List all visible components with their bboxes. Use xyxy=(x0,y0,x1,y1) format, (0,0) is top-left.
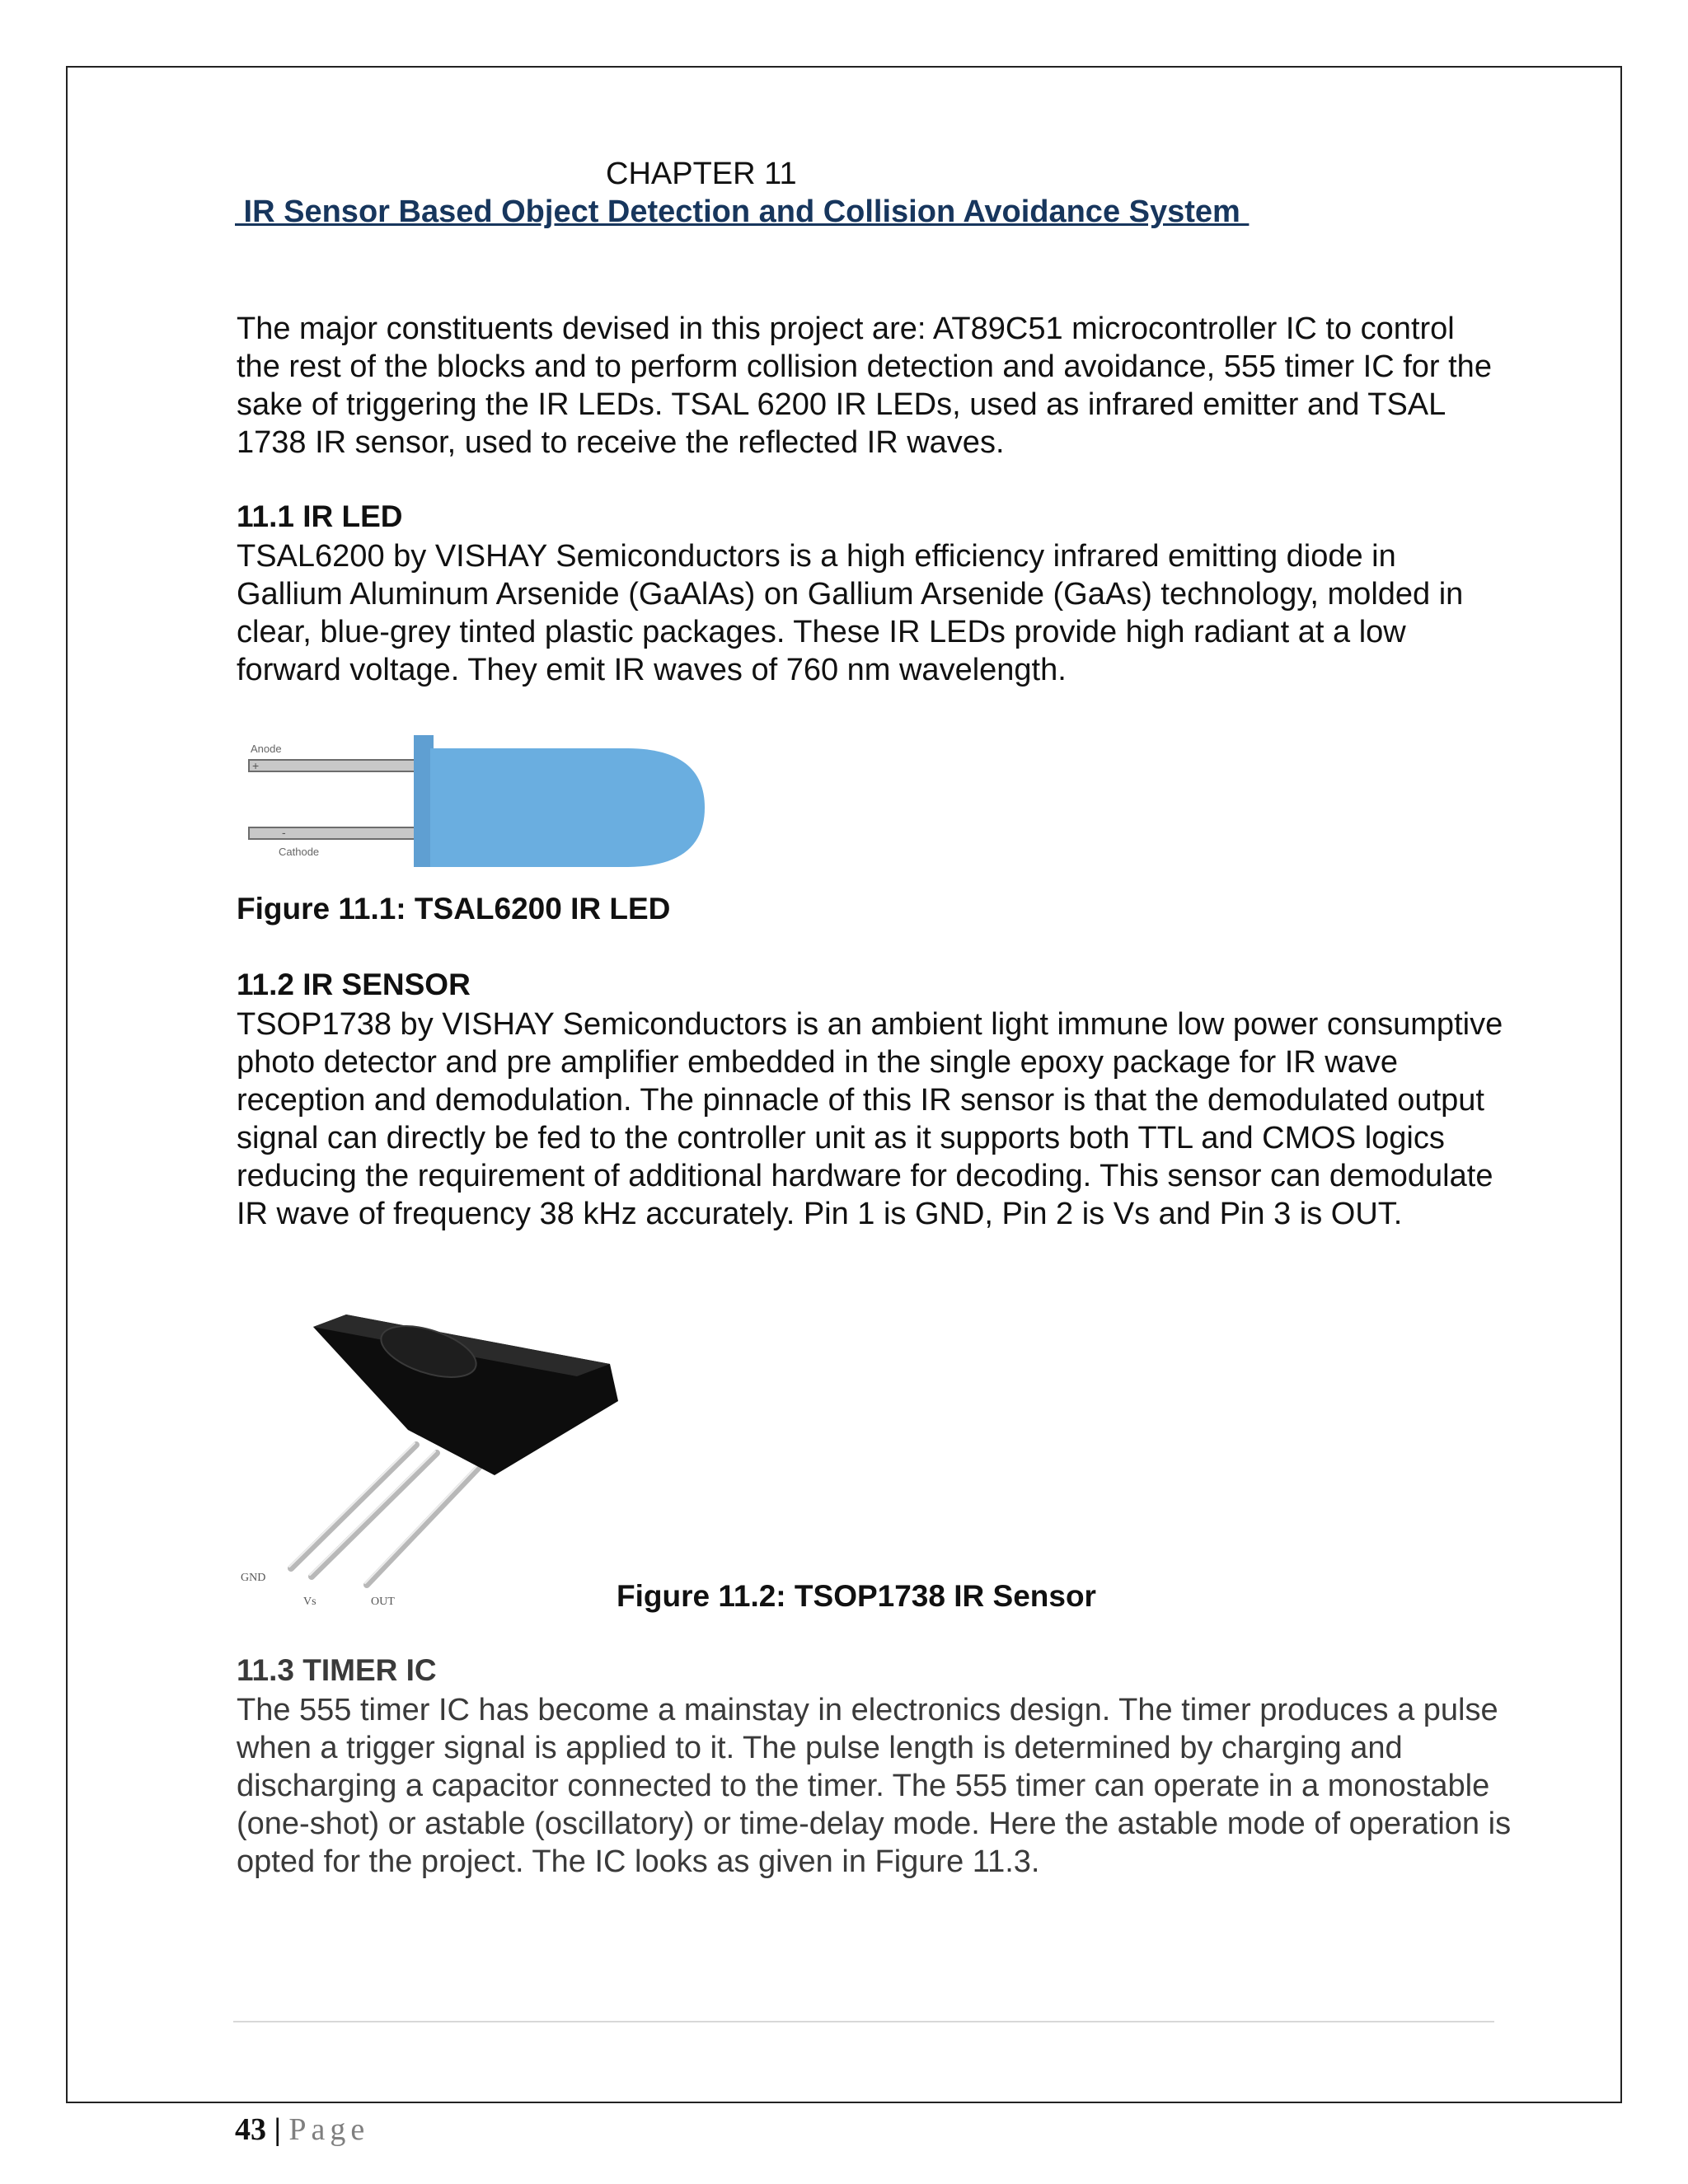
figure-11-2-caption: Figure 11.2: TSOP1738 IR Sensor xyxy=(617,1579,1096,1613)
section-body-timer-ic xyxy=(237,1691,1522,1881)
footer-divider xyxy=(233,2021,1494,2022)
sensor-pins xyxy=(291,1445,485,1585)
anode-lead xyxy=(249,760,424,771)
ir-sensor-text: TSOP1738 by VISHAY Semiconductors is an ambient light immune low power consumptive photo detector and pre amplifier embedded in the single epoxy package for IR wave reception and demodulation. The pinnacle of this IR sensor is that the demodulated output signal can directly be fed to the controller unit as it supports both TTL and CMOS logics reducing the requirement of additional hardware for decoding. This sensor can demodulate IR wave of frequency 38 kHz accurately. Pin 1 is GND, Pin 2 is Vs and Pin 3 is OUT. xyxy=(237,1007,1503,1231)
intro-text: The major constituents devised in this project are: AT89C51 microcontroller IC to control the rest of the blocks and to perform collision detection and avoidance, 555 timer IC for the sake of triggering the IR LEDs. TSAL 6200 IR LEDs, used as infrared emitter and TSAL 1738 IR sensor, used to receive the reflected IR waves. xyxy=(237,312,1492,460)
page-word: Page xyxy=(288,2112,370,2147)
section-heading-ir-sensor: 11.2 IR SENSOR xyxy=(237,968,471,1001)
section-body-ir-led xyxy=(237,537,1506,689)
timer-ic-text: The 555 timer IC has become a mainstay in electronics design. The timer produces a pulse when a trigger signal is applied to it. The pulse length is determined by charging and discharging a capacitor connected to the timer. The 555 timer can operate in a monostable (one-shot) or astable (oscillatory) or time-delay mode. Here the astable mode of operation is opted for the project. The IC looks as given in Figure 11.3. xyxy=(237,1693,1512,1879)
footer-separator: | xyxy=(274,2112,281,2147)
ir-led-text: TSAL6200 by VISHAY Semiconductors is a high efficiency infrared emitting diode in Gallium Aluminum Arsenide (GaAlAs) on Gallium Arsenide (GaAs) technology, molded in clear, blue-grey tinted plastic packages. These IR LEDs provide high radiant at a low forward voltage. They emit IR waves of 760 nm wavelength. xyxy=(237,539,1464,687)
anode-label: Anode xyxy=(251,743,282,755)
chapter-label: CHAPTER 11 xyxy=(606,157,797,191)
led-body xyxy=(430,748,705,867)
section-heading-ir-led: 11.1 IR LED xyxy=(237,499,403,533)
chapter-title: IR Sensor Based Object Detection and Collision Avoidance System xyxy=(235,194,1250,229)
pin-out-label: OUT xyxy=(371,1596,395,1608)
pin-vs-label: Vs xyxy=(303,1596,316,1608)
section-heading-timer-ic: 11.3 TIMER IC xyxy=(237,1653,437,1687)
ir-led-figure xyxy=(239,725,709,874)
cathode-minus-sign: - xyxy=(282,826,286,839)
page-footer xyxy=(235,2111,369,2148)
cathode-lead xyxy=(249,827,424,839)
pin-gnd-label: GND xyxy=(241,1572,266,1584)
page-number: 43 xyxy=(235,2112,266,2147)
ir-sensor-figure xyxy=(239,1306,635,1619)
intro-paragraph xyxy=(237,310,1506,462)
anode-plus-sign: + xyxy=(252,759,260,772)
section-body-ir-sensor xyxy=(237,1005,1506,1233)
figure-11-1-caption: Figure 11.1: TSAL6200 IR LED xyxy=(237,892,671,926)
cathode-label: Cathode xyxy=(279,846,320,858)
